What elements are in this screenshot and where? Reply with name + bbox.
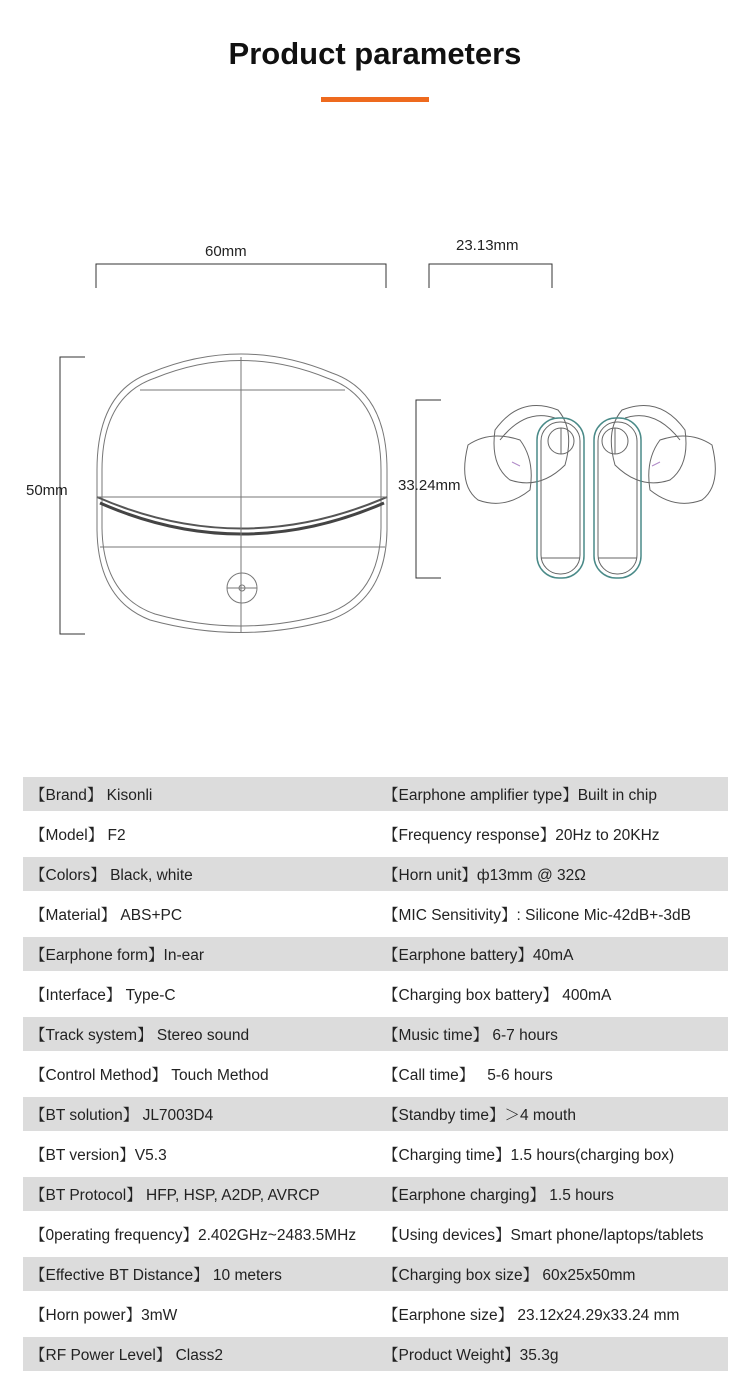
table-row (23, 897, 728, 931)
spec-horn-unit: 【Horn unit】ф13mm @ 32Ω (383, 867, 586, 884)
table-row (23, 937, 728, 971)
spec-control-method: 【Control Method】 Touch Method (30, 1067, 269, 1084)
case-width-bracket (96, 264, 386, 288)
spec-model: 【Model】 F2 (30, 827, 126, 844)
table-row (23, 1257, 728, 1291)
table-row (23, 1177, 728, 1211)
earbuds-drawing (465, 406, 716, 579)
earbud-depth-bracket (429, 264, 552, 288)
earbud-depth-label: 23.13mm (456, 237, 519, 254)
spec-rf-power-level: 【RF Power Level】 Class2 (30, 1347, 223, 1364)
spec-bt-protocol: 【BT Protocol】 HFP, HSP, A2DP, AVRCP (30, 1187, 320, 1204)
page-title: Product parameters (228, 36, 522, 71)
spec-amplifier-type: 【Earphone amplifier type】Built in chip (383, 787, 657, 804)
table-row (23, 1137, 728, 1171)
charging-case-drawing (97, 354, 387, 633)
spec-using-devices: 【Using devices】Smart phone/laptops/tablets (383, 1227, 704, 1244)
spec-horn-power: 【Horn power】3mW (30, 1307, 178, 1324)
spec-earphone-battery: 【Earphone battery】40mA (383, 947, 574, 964)
spec-earphone-size: 【Earphone size】 23.12x24.29x33.24 mm (383, 1307, 680, 1324)
spec-colors: 【Colors】 Black, white (30, 867, 193, 884)
spec-earphone-charging: 【Earphone charging】 1.5 hours (383, 1187, 614, 1204)
table-row (23, 817, 728, 851)
spec-music-time: 【Music time】 6-7 hours (383, 1027, 558, 1044)
spec-brand: 【Brand】 Kisonli (30, 787, 153, 804)
specs-table (23, 777, 728, 1377)
spec-standby-time: 【Standby time】＞4 mouth (383, 1107, 576, 1124)
spec-product-weight: 【Product Weight】35.3g (383, 1347, 559, 1364)
table-row (23, 1057, 728, 1091)
table-row (23, 1337, 728, 1371)
spec-operating-frequency: 【0perating frequency】2.402GHz~2483.5MHz (30, 1227, 357, 1244)
table-row (23, 1217, 728, 1251)
table-row (23, 1017, 728, 1051)
spec-track-system: 【Track system】 Stereo sound (30, 1027, 250, 1044)
spec-call-time: 【Call time】 5-6 hours (383, 1067, 553, 1084)
spec-mic-sensitivity: 【MIC Sensitivity】: Silicone Mic-42dB+-3dB (383, 907, 691, 924)
spec-bt-solution: 【BT solution】 JL7003D4 (30, 1107, 214, 1124)
spec-charging-box-size: 【Charging box size】 60x25x50mm (383, 1267, 636, 1284)
table-row (23, 857, 728, 891)
table-row (23, 977, 728, 1011)
spec-charging-box-battery: 【Charging box battery】 400mA (383, 987, 612, 1004)
earbud-height-label: 33.24mm (398, 477, 461, 494)
spec-earphone-form: 【Earphone form】In-ear (30, 947, 205, 964)
spec-effective-distance: 【Effective BT Distance】 10 meters (30, 1267, 282, 1284)
case-height-label: 50mm (26, 482, 68, 499)
spec-material: 【Material】 ABS+PC (30, 907, 183, 924)
spec-frequency-response: 【Frequency response】20Hz to 20KHz (383, 827, 660, 844)
case-width-label: 60mm (205, 243, 247, 260)
spec-bt-version: 【BT version】V5.3 (30, 1147, 167, 1164)
table-row (23, 1297, 728, 1331)
table-row (23, 777, 728, 811)
spec-interface: 【Interface】 Type-C (30, 987, 176, 1004)
table-row (23, 1097, 728, 1131)
spec-charging-time: 【Charging time】1.5 hours(charging box) (383, 1147, 675, 1164)
